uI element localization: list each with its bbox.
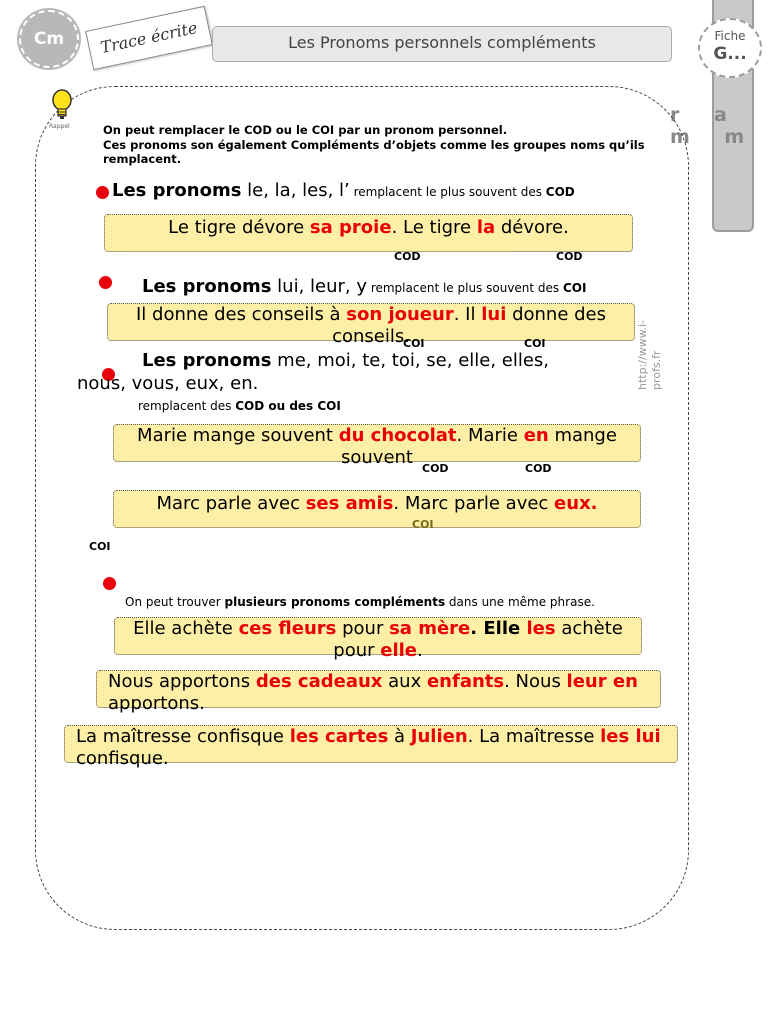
ex3-label-2: COD — [525, 462, 552, 475]
rule-3-note-pre: remplacent des — [138, 399, 236, 413]
rule-4-bold: plusieurs pronoms compléments — [224, 595, 446, 609]
bullet-dot — [99, 276, 112, 289]
ex6-noun-2: enfants — [426, 671, 505, 692]
example-box-5 — [114, 617, 642, 661]
intro-line-2: Ces pronoms son également Compléments d’objets comme les groupes noms qu’ils remplacent. — [103, 137, 645, 166]
ex6-pronouns: leur en — [566, 671, 638, 692]
ex3-label-1: COD — [422, 462, 449, 475]
rule-1-note: remplacent le plus souvent des — [349, 185, 546, 199]
rule-2-bold: Les pronoms — [142, 276, 272, 297]
ex6-text-a: Nous apportons — [108, 671, 256, 692]
ex3-text-c: . Marie — [456, 425, 524, 446]
ex5-text-g: achète pour — [333, 618, 623, 661]
ex2-noun: son joueur — [346, 304, 454, 325]
trace-ecrite-tag: Trace écrite — [85, 6, 213, 70]
rule-3-line-2: nous, vous, eux, en. — [77, 373, 259, 394]
example-box-6 — [96, 670, 661, 714]
rule-2-note: remplacent le plus souvent des — [367, 281, 563, 295]
ex6-text-e: . Nous — [504, 671, 567, 692]
rule-2 — [142, 276, 586, 297]
ex2-text-a: Il donne des conseils à — [135, 304, 347, 325]
ex7-noun-1: les cartes — [289, 726, 389, 747]
ex5-text-a: Elle achète — [133, 618, 239, 639]
rule-1-note-bold: COD — [545, 185, 575, 199]
page-title: Les Pronoms personnels compléments — [212, 26, 672, 62]
ex5-text-e: . Elle — [470, 618, 527, 639]
example-box-3 — [113, 424, 641, 468]
ex7-text-a: La maîtresse confisque — [76, 726, 290, 747]
ex2-pronoun: lui — [481, 304, 507, 325]
ex7-pronouns: les lui — [600, 726, 661, 747]
ex4-label-1: COI — [412, 518, 434, 531]
example-box-4 — [113, 490, 641, 528]
intro-text — [76, 123, 696, 167]
ex7-text-c: à — [388, 726, 411, 747]
intro-line-1: On peut remplacer le COD ou le COI par un pronom personnel. — [103, 123, 508, 137]
ex7-noun-2: Julien — [410, 726, 468, 747]
ex5-noun-2: sa mère — [389, 618, 471, 639]
fiche-code: G... — [713, 44, 747, 64]
rule-1 — [112, 180, 575, 201]
rule-4-post: dans une même phrase. — [445, 595, 595, 609]
ex4-pronoun: eux. — [554, 493, 598, 514]
ex1-text-a: Le tigre dévore — [168, 217, 310, 238]
ex4-text-a: Marc parle avec — [156, 493, 306, 514]
rule-3-note-bold: COD ou des COI — [235, 399, 341, 413]
rappel-label: Rappel — [49, 123, 70, 130]
ex4-text-c: . Marc parle avec — [393, 493, 555, 514]
ex5-text-i: . — [417, 640, 423, 661]
rule-3-list: me, moi, te, toi, se, elle, elles, — [271, 350, 550, 371]
ex1-label-2: COD — [556, 250, 583, 263]
ex5-noun-1: ces fleurs — [238, 618, 337, 639]
ex1-label-1: COD — [394, 250, 421, 263]
bullet-dot — [103, 577, 116, 590]
rule-3-bold: Les pronoms — [142, 350, 272, 371]
ex2-text-c: . Il — [453, 304, 482, 325]
side-letters: r a m m — [670, 104, 759, 148]
rule-3-note — [138, 394, 341, 415]
rule-2-list: lui, leur, y — [271, 276, 367, 297]
fiche-badge — [698, 18, 762, 78]
rule-2-note-bold: COI — [563, 281, 587, 295]
ex3-text-e: mange souvent — [341, 425, 617, 468]
ex2-label-1: COI — [403, 337, 425, 350]
ex4-noun: ses amis — [305, 493, 394, 514]
ex1-noun: sa proie — [309, 217, 392, 238]
bullet-dot — [96, 186, 109, 199]
rule-4-pre: On peut trouver — [125, 595, 225, 609]
ex2-label-2: COI — [524, 337, 546, 350]
rule-1-bold: Les pronoms — [112, 180, 242, 201]
ex6-text-g: apportons. — [108, 693, 205, 714]
lightbulb-icon — [50, 89, 74, 121]
ex2-text-e: donne des conseils. — [332, 304, 607, 347]
ex5-pronoun-2: elle — [380, 640, 417, 661]
cm-badge: Cm — [19, 10, 79, 68]
ex6-text-c: aux — [382, 671, 427, 692]
fiche-label: Fiche — [714, 29, 746, 43]
ex3-text-a: Marie mange souvent — [137, 425, 339, 446]
ex1-pronoun: la — [476, 217, 496, 238]
ex3-noun: du chocolat — [338, 425, 457, 446]
ex6-noun-1: des cadeaux — [255, 671, 383, 692]
ex3-pronoun: en — [523, 425, 549, 446]
ex1-text-c: . Le tigre — [391, 217, 477, 238]
url-watermark: http://www.i-profs.fr — [636, 319, 663, 390]
rule-1-list: le, la, les, l’ — [241, 180, 350, 201]
ex7-text-g: confisque. — [76, 748, 169, 769]
ex4-label-2: COI — [89, 540, 111, 553]
ex7-text-e: . La maîtresse — [467, 726, 601, 747]
ex1-text-e: dévore. — [495, 217, 569, 238]
ex5-text-c: pour — [336, 618, 390, 639]
ex5-pronoun-1: les — [526, 618, 556, 639]
rule-3 — [142, 350, 549, 371]
rule-4 — [125, 590, 595, 611]
example-box-7 — [64, 725, 678, 769]
example-box-1 — [104, 214, 633, 252]
